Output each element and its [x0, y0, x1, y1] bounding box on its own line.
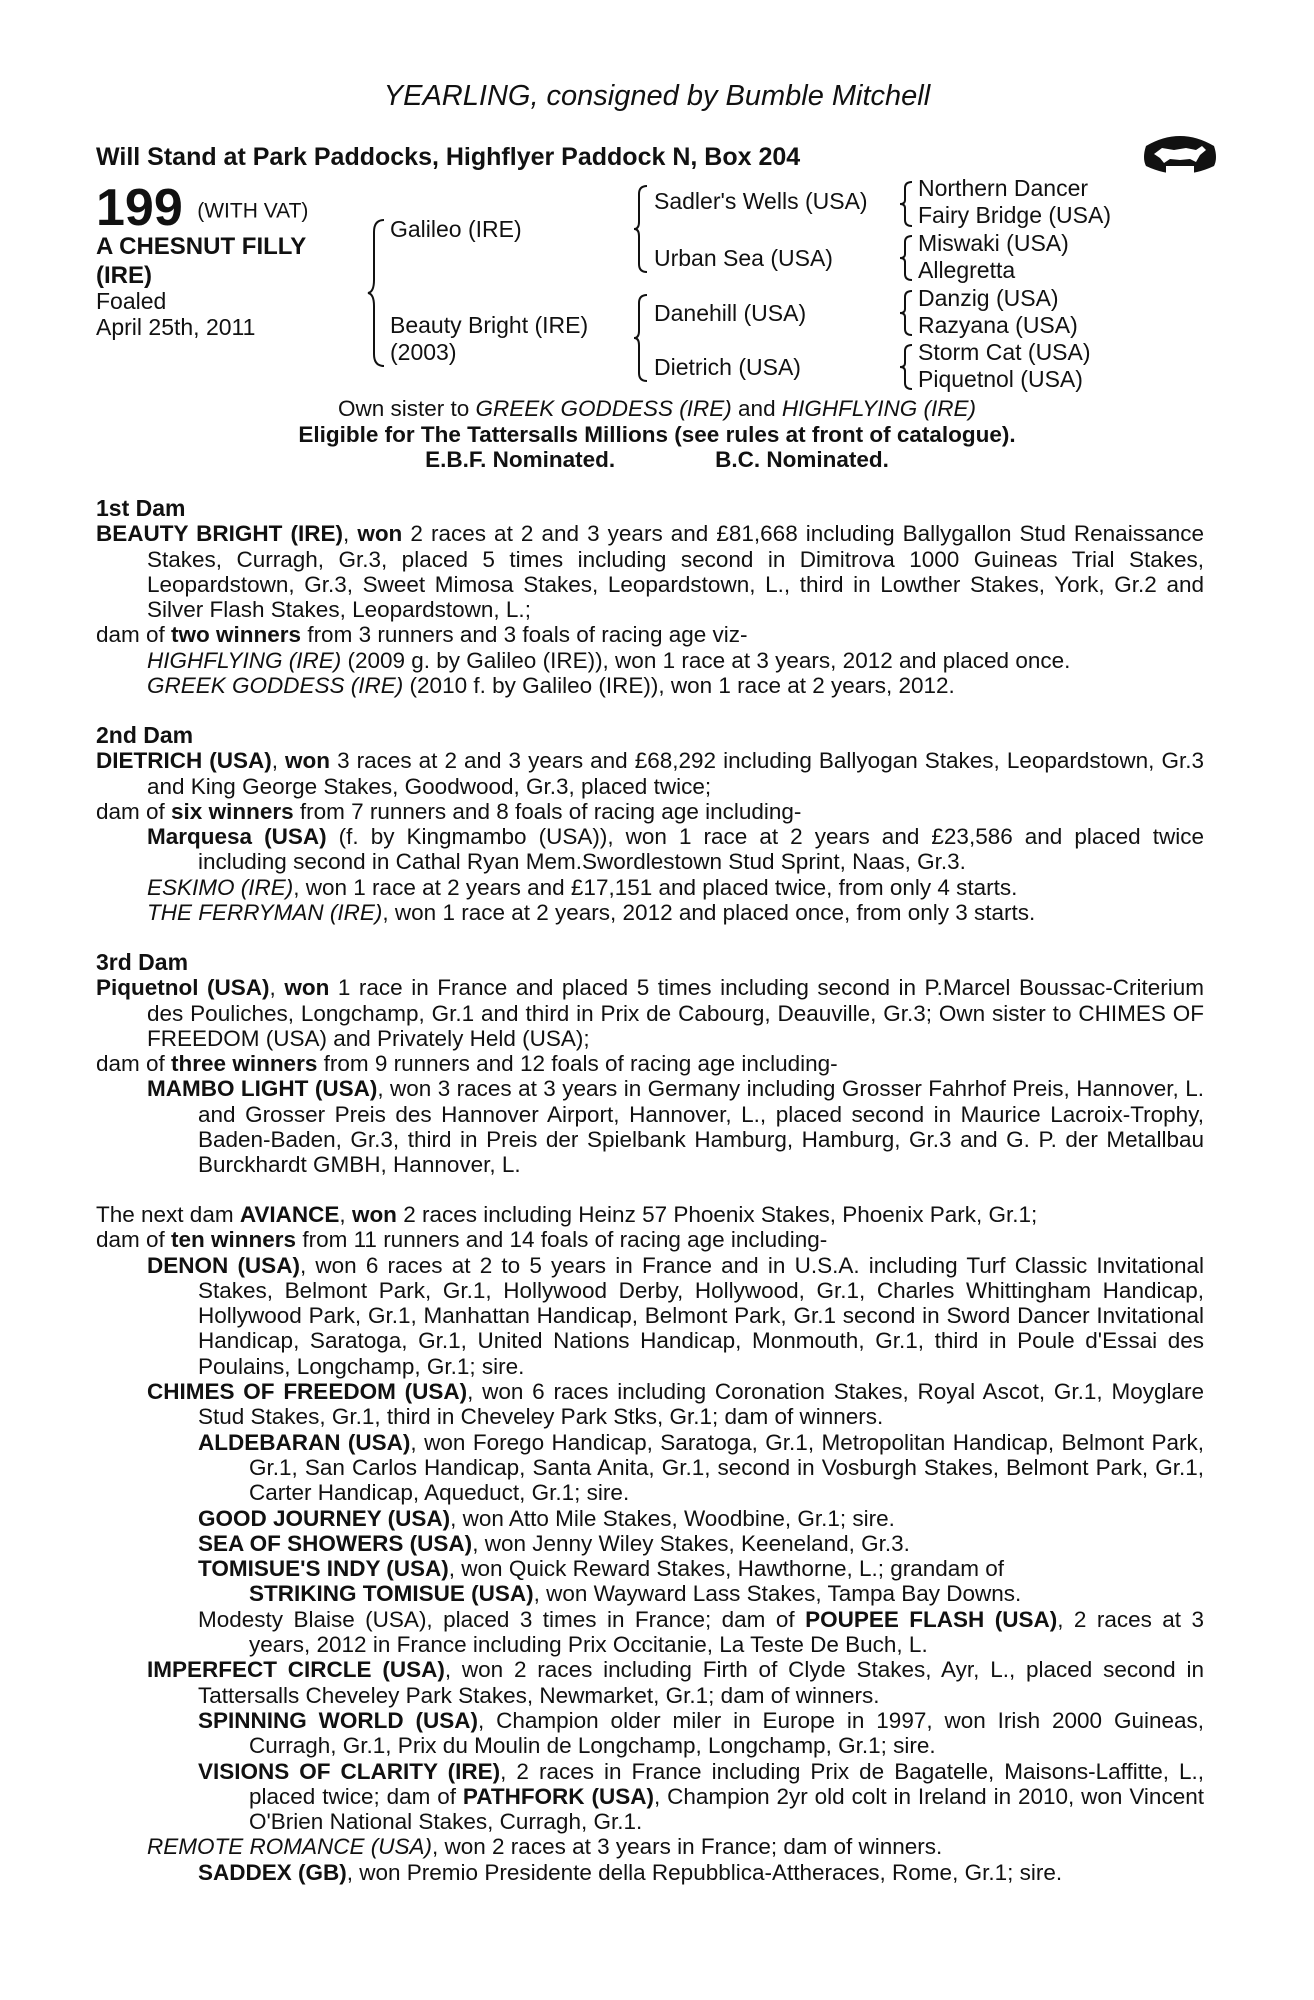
lot-number: 199 (WITH VAT) — [96, 179, 309, 237]
sire-sire: Sadler's Wells (USA) — [654, 188, 868, 214]
dam-produce-summary: dam of ten winners from 11 runners and 14 foals of racing age including- — [96, 1227, 828, 1253]
dam-record: DIETRICH (USA), won 3 races at 2 and 3 years and £68,292 including Ballyogan Stakes, Leopardstown, Gr.3 and King George Stakes, Goodwood, Gr.3, placed twice; — [96, 748, 1204, 799]
dam-produce-summary: dam of six winners from 7 runners and 8 foals of racing age including- — [96, 798, 802, 824]
third-dam-section — [96, 950, 1204, 1178]
dam-sire: Danehill (USA) — [654, 300, 807, 326]
produce-entry: CHIMES OF FREEDOM (USA), won 6 races including Coronation Stakes, Royal Ascot, Gr.1, Moyglare Stud Stakes, Gr.1, third in Cheveley Park Stks, Gr.1; dam of winners. — [147, 1379, 1205, 1430]
lot-description: A CHESNUT FILLY (IRE) — [96, 233, 306, 289]
produce-entry: ALDEBARAN (USA), won Forego Handicap, Saratoga, Gr.1, Metropolitan Handicap, Belmont Park, Gr.1, San Carlos Handicap, Santa Anita, Gr.1, second in Vosburgh Stakes, Belmont Park, Gr.1, Carter Handicap, Aqueduct, Gr.1; sire. — [198, 1429, 1204, 1506]
produce-entry: THE FERRYMAN (IRE), won 1 race at 2 years, 2012 and placed once, from only 3 starts. — [147, 900, 1036, 926]
produce-entry: MAMBO LIGHT (USA), won 3 races at 3 years in Germany including Grosser Fahrhof Preis, Hannover, L. and Grosser Preis des Hannover Airport, Hannover, L., placed second in Maurice Lacroix-Trophy, Baden-Baden, Gr.3, third in Preis der Spielbank Hamburg, Hamburg, Gr.3 and G. P. der Metallbau Burckhardt GMBH, Hannover, L. — [147, 1076, 1204, 1178]
brace — [633, 293, 649, 383]
dam-record: Piquetnol (USA), won 1 race in France and placed 5 times including second in P.Marcel Boussac-Criterium des Pouliches, Longchamp, Gr.1 and third in Prix de Cabourg, Deauville, Gr.3; Own sister to CHIMES OF FREEDOM (USA) and Privately Held (USA); — [96, 975, 1205, 1051]
eligibility-note: Eligible for The Tattersalls Millions (see rules at front of catalogue). — [298, 422, 1016, 447]
ebf-nomination: E.B.F. Nominated. — [425, 447, 616, 472]
nominations — [0, 447, 1314, 473]
dam-record: The next dam AVIANCE, won 2 races including Heinz 57 Phoenix Stakes, Phoenix Park, Gr.1; — [96, 1202, 1038, 1227]
produce-entry: Modesty Blaise (USA), placed 3 times in France; dam of POUPEE FLASH (USA), 2 races at 3 years, 2012 in France including Prix Occitanie, La Teste De Buch, L. — [198, 1606, 1205, 1658]
produce-entry: GREEK GODDESS (IRE) (2010 f. by Galileo (IRE)), won 1 race at 2 years, 2012. — [147, 673, 955, 699]
produce-entry: GOOD JOURNEY (USA), won Atto Mile Stakes, Woodbine, Gr.1; sire. — [198, 1505, 895, 1531]
pedigree-brace — [366, 218, 386, 368]
dam-produce-summary: dam of three winners from 9 runners and 12 foals of racing age including- — [96, 1051, 838, 1077]
ancestor: Storm Cat (USA) — [918, 339, 1091, 365]
brace — [898, 234, 914, 282]
foaled-info: Foaled April 25th, 2011 — [96, 288, 256, 340]
yearling-bonus-badge — [1140, 128, 1220, 180]
section-heading: 2nd Dam — [96, 722, 194, 748]
catalogue-header: YEARLING, consigned by Bumble Mitchell — [383, 80, 931, 112]
produce-entry: ESKIMO (IRE), won 1 race at 2 years and £17,151 and placed twice, from only 4 starts. — [147, 874, 1018, 900]
own-sister-note: Own sister to GREEK GODDESS (IRE) and HIGHFLYING (IRE) — [337, 396, 977, 421]
ancestor: Miswaki (USA) — [918, 230, 1069, 256]
produce-entry: SEA OF SHOWERS (USA), won Jenny Wiley Stakes, Keeneland, Gr.3. — [198, 1530, 910, 1556]
produce-entry: SPINNING WORLD (USA), Champion older miler in Europe in 1997, won Irish 2000 Guineas, Curragh, Gr.1, Prix du Moulin de Longchamp, Longchamp, Gr.1; sire. — [198, 1707, 1204, 1759]
section-heading: 1st Dam — [96, 495, 186, 521]
ancestor: Northern Dancer — [918, 175, 1089, 201]
produce-entry: DENON (USA), won 6 races at 2 to 5 years in France and in U.S.A. including Turf Classic Invitational Stakes, Belmont Park, Gr.1, Hollywood Derby, Hollywood, Gr.1, Charles Whittingham Handicap, Hollywood Park, Gr.1, Manhattan Handicap, Belmont Park, Gr.1 second in Sword Dancer Invitational Handicap, Saratoga, Gr.1, United Nations Handicap, Monmouth, Gr.1, third in Poule d'Essai des Poulains, Longchamp, Gr.1; sire. — [147, 1252, 1204, 1379]
first-dam-section — [96, 496, 1204, 698]
next-dam-section — [96, 1202, 1204, 1885]
brace — [898, 289, 914, 337]
produce-entry: IMPERFECT CIRCLE (USA), won 2 races including Firth of Clyde Stakes, Ayr, L., placed second in Tattersalls Cheveley Park Stakes, Newmarket, Gr.1; dam of winners. — [147, 1657, 1204, 1708]
dam-year: (2003) — [390, 339, 457, 365]
produce-entry: HIGHFLYING (IRE) (2009 g. by Galileo (IRE)), won 1 race at 3 years, 2012 and placed once. — [147, 647, 1071, 673]
ancestor: Fairy Bridge (USA) — [918, 202, 1111, 228]
brace — [633, 184, 649, 274]
ancestor: Razyana (USA) — [918, 312, 1078, 338]
dam-dam: Dietrich (USA) — [654, 354, 801, 380]
ancestor: Piquetnol (USA) — [918, 366, 1083, 392]
brace — [898, 180, 914, 228]
ancestor: Danzig (USA) — [918, 285, 1059, 311]
dam-record: BEAUTY BRIGHT (IRE), won 2 races at 2 and 3 years and £81,668 including Ballygallon Stud Renaissance Stakes, Curragh, Gr.3, placed 5 times including second in Dimitrova 1000 Guineas Trial Stakes, Leopardstown, Gr.3, Sweet Mimosa Stakes, Leopardstown, L., third in Lowther Stakes, York, Gr.2 and Silver Flash Stakes, Leopardstown, L.; — [96, 521, 1204, 623]
brace — [898, 343, 914, 391]
bc-nomination: B.C. Nominated. — [715, 447, 889, 472]
stand-location: Will Stand at Park Paddocks, Highflyer Paddock N, Box 204 — [96, 143, 801, 171]
ancestor: Allegretta — [918, 257, 1016, 283]
dam-produce-summary: dam of two winners from 3 runners and 3 foals of racing age viz- — [96, 622, 748, 648]
sire: Galileo (IRE) — [390, 216, 522, 242]
produce-entry: SADDEX (GB), won Premio Presidente della Repubblica-Attheraces, Rome, Gr.1; sire. — [198, 1859, 1063, 1885]
produce-entry: TOMISUE'S INDY (USA), won Quick Reward Stakes, Hawthorne, L.; grandam of STRIKING TOMISUE (USA), won Wayward Lass Stakes, Tampa Bay Downs. — [198, 1556, 1022, 1607]
dam: Beauty Bright (IRE) — [390, 312, 589, 338]
produce-entry: VISIONS OF CLARITY (IRE), 2 races in France including Prix de Bagatelle, Maisons-Laffitte, L., placed twice; dam of PATHFORK (USA), Champion 2yr old colt in Ireland in 2010, won Vincent O'Brien National Stakes, Curragh, Gr.1. — [198, 1758, 1204, 1835]
produce-entry: Marquesa (USA) (f. by Kingmambo (USA)), won 1 race at 2 years and £23,586 and placed twice including second in Cathal Ryan Mem.Swordlestown Stud Sprint, Naas, Gr.3. — [147, 824, 1204, 875]
second-dam-section — [96, 723, 1204, 925]
section-heading: 3rd Dam — [96, 949, 189, 975]
produce-entry: REMOTE ROMANCE (USA), won 2 races at 3 years in France; dam of winners. — [147, 1834, 943, 1860]
sire-dam: Urban Sea (USA) — [654, 245, 833, 271]
